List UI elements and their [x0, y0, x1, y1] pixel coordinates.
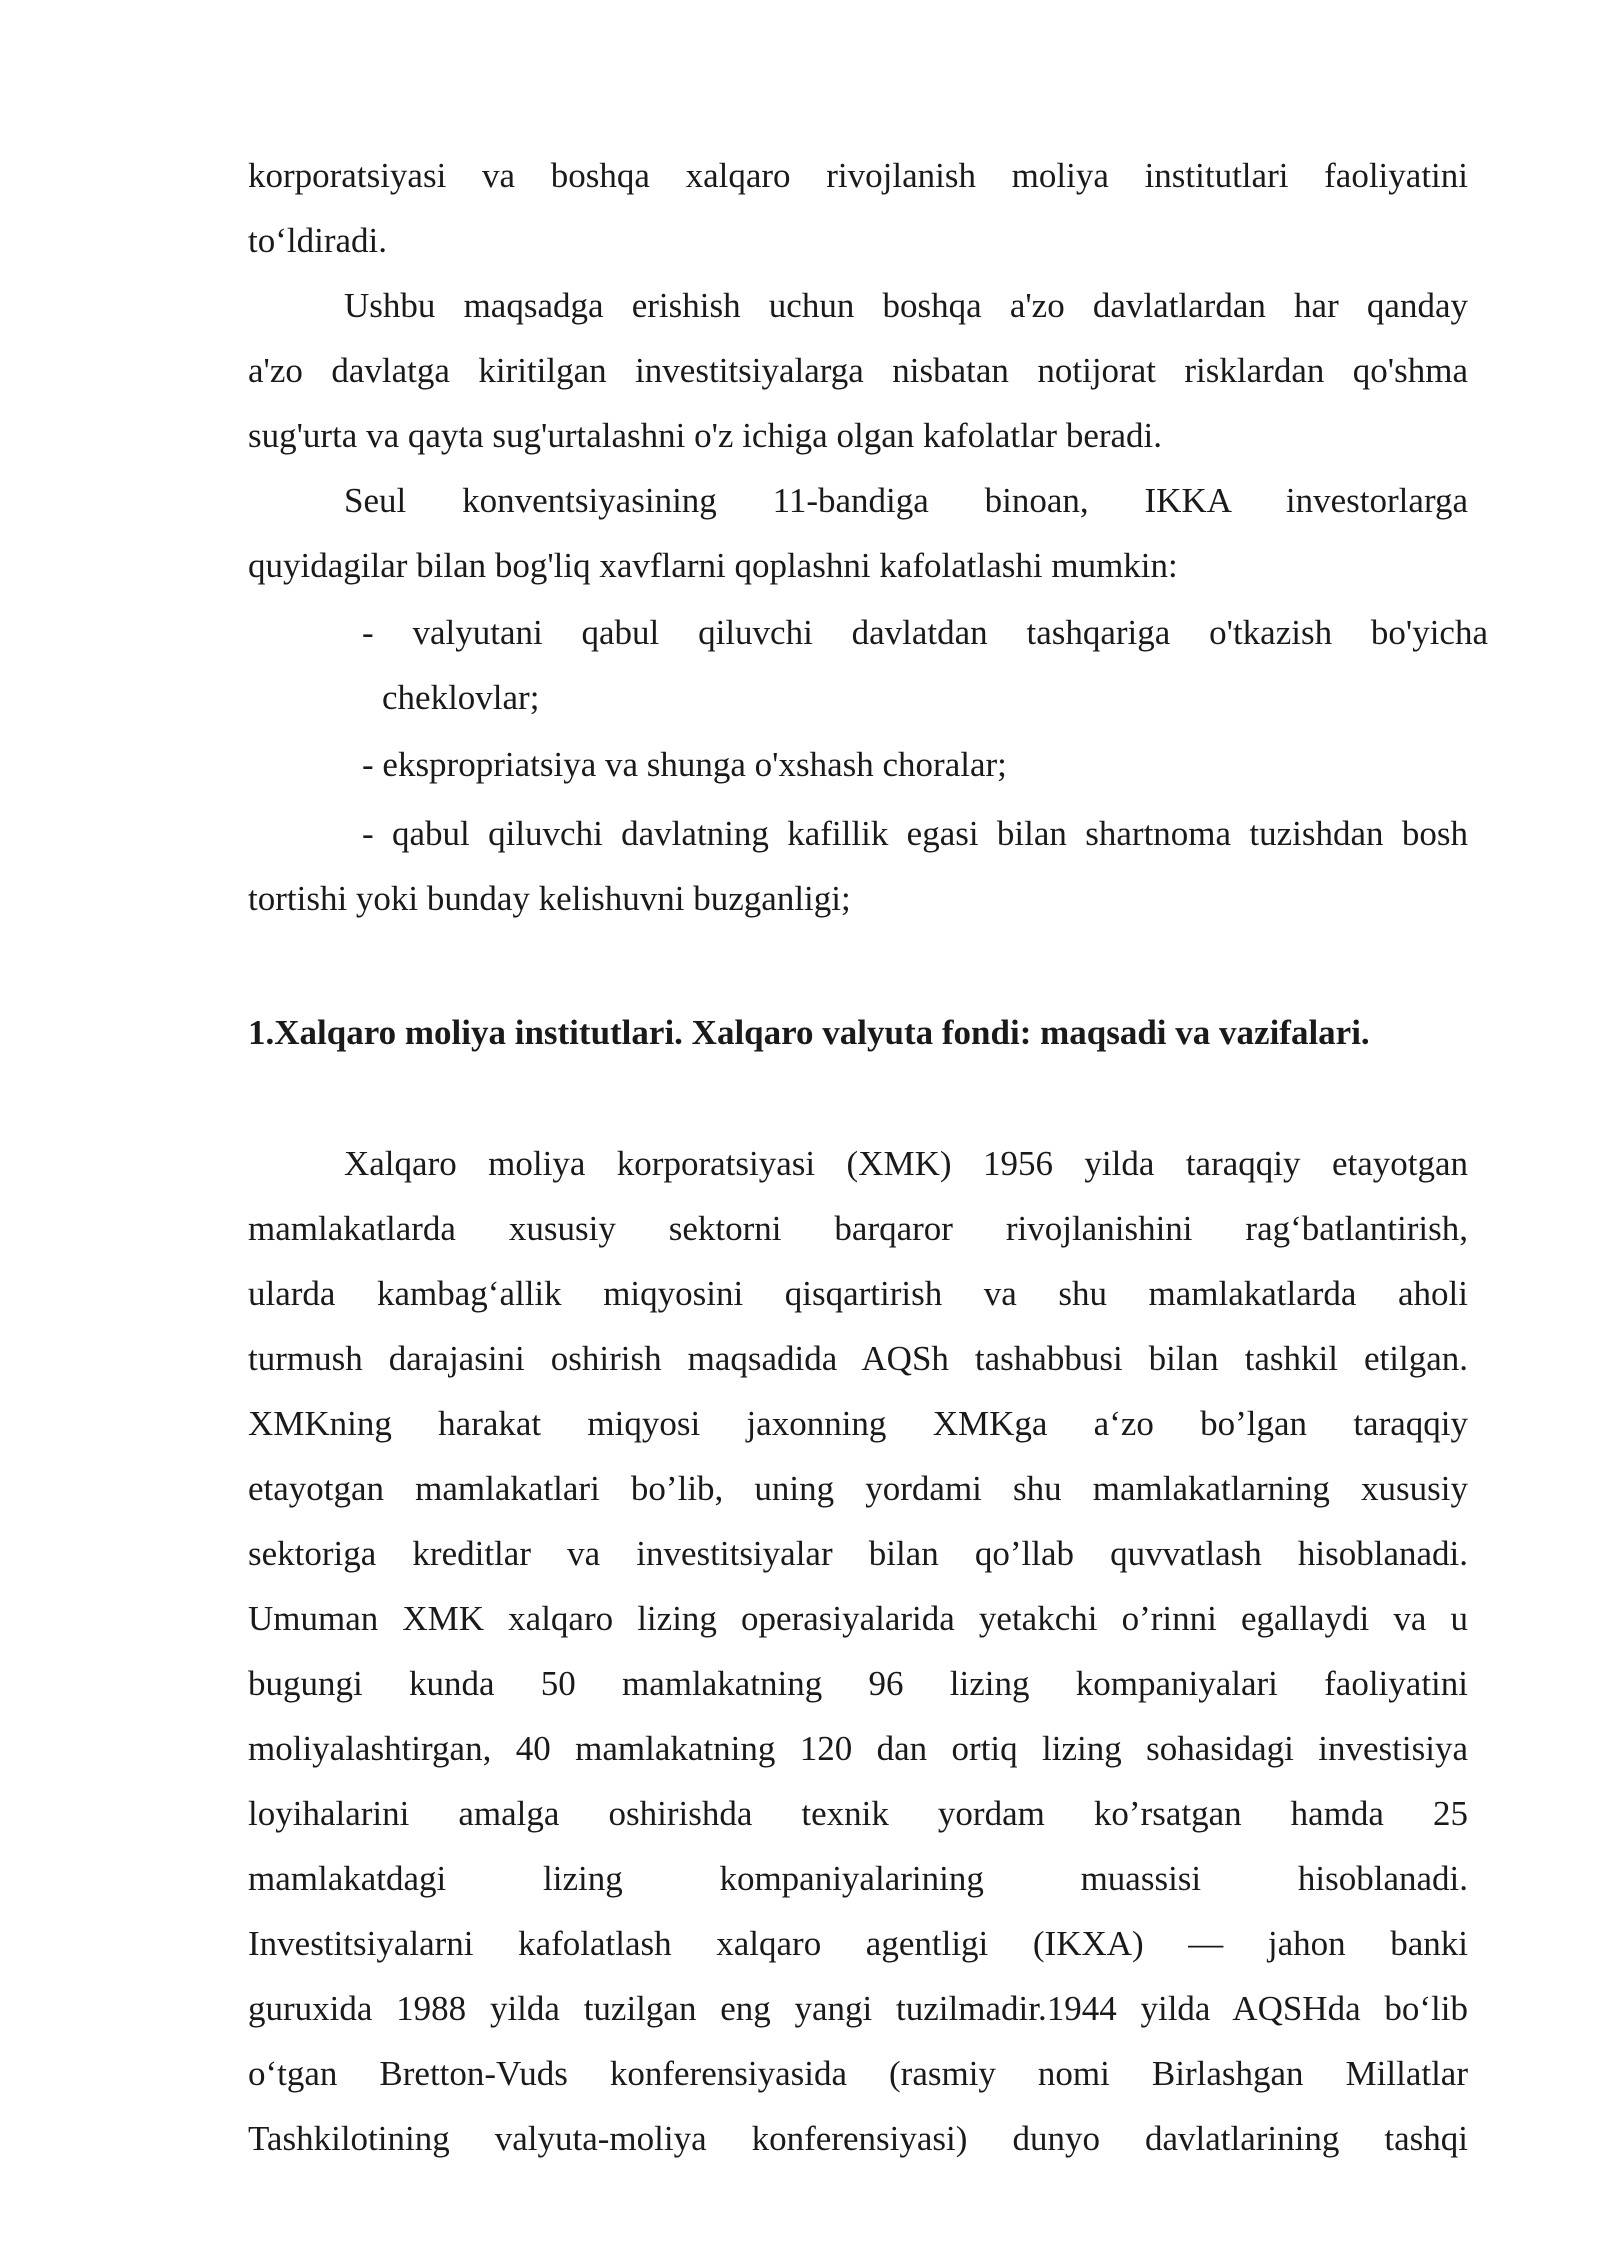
- body-line: mamlakatlarda xususiy sektorni barqaror rivojlanishini rag‘batlantirish,: [248, 1209, 1468, 1248]
- body-line: bugungi kunda 50 mamlakatning 96 lizing kompaniyalari faoliyatini: [248, 1664, 1468, 1703]
- paragraph-line: sug'urta va qayta sug'urtalashni o'z ichiga olgan kafolatlar beradi.: [248, 416, 1163, 455]
- body-line: o‘tgan Bretton-Vuds konferensiyasida (rasmiy nomi Birlashgan Millatlar: [248, 2054, 1468, 2093]
- body-line: etayotgan mamlakatlari bo’lib, uning yordami shu mamlakatlarning xususiy: [248, 1469, 1468, 1508]
- body-line: Investitsiyalarni kafolatlash xalqaro agentligi (IKXA) — jahon banki: [248, 1924, 1468, 1963]
- body-line: Tashkilotining valyuta-moliya konferensiyasi) dunyo davlatlarining tashqi: [248, 2119, 1468, 2158]
- intro-line: korporatsiyasi va boshqa xalqaro rivojlanish moliya institutlari faoliyatini: [248, 156, 1468, 195]
- intro-line: to‘ldiradi.: [248, 221, 387, 260]
- list-item-continuation: cheklovlar;: [382, 678, 540, 717]
- list-item: - ekspropriatsiya va shunga o'xshash choralar;: [362, 745, 1007, 784]
- body-line: Xalqaro moliya korporatsiyasi (XMK) 1956 yilda taraqqiy etayotgan: [344, 1144, 1468, 1183]
- body-line: Umuman XMK xalqaro lizing operasiyalarida yetakchi o’rinni egallaydi va u: [248, 1599, 1468, 1638]
- list-item: - valyutani qabul qiluvchi davlatdan tashqariga o'tkazish bo'yicha: [362, 613, 1488, 652]
- body-line: ularda kambag‘allik miqyosini qisqartirish va shu mamlakatlarda aholi: [248, 1274, 1468, 1313]
- body-line: turmush darajasini oshirish maqsadida AQSh tashabbusi bilan tashkil etilgan.: [248, 1339, 1468, 1378]
- paragraph-line: a'zo davlatga kiritilgan investitsiyalarga nisbatan notijorat risklardan qo'shma: [248, 351, 1468, 390]
- body-line: mamlakatdagi lizing kompaniyalarining muassisi hisoblanadi.: [248, 1859, 1468, 1898]
- body-line: guruxida 1988 yilda tuzilgan eng yangi tuzilmadir.1944 yilda AQSHda bo‘lib: [248, 1989, 1468, 2028]
- body-line: sektoriga kreditlar va investitsiyalar bilan qo’llab quvvatlash hisoblanadi.: [248, 1534, 1468, 1573]
- paragraph-line: quyidagilar bilan bog'liq xavflarni qoplashni kafolatlashi mumkin:: [248, 546, 1178, 585]
- body-line: XMKning harakat miqyosi jaxonning XMKga a‘zo bo’lgan taraqqiy: [248, 1404, 1468, 1443]
- section-heading: 1.Xalqaro moliya institutlari. Xalqaro valyuta fondi: maqsadi va vazifalari.: [248, 1013, 1370, 1052]
- list-item: - qabul qiluvchi davlatning kafillik egasi bilan shartnoma tuzishdan bosh: [362, 814, 1468, 853]
- paragraph-line: Seul konventsiyasining 11-bandiga binoan, IKKA investorlarga: [344, 481, 1468, 520]
- list-item-continuation: tortishi yoki bunday kelishuvni buzganligi;: [248, 879, 851, 918]
- body-line: loyihalarini amalga oshirishda texnik yordam ko’rsatgan hamda 25: [248, 1794, 1468, 1833]
- paragraph-line: Ushbu maqsadga erishish uchun boshqa a'zo davlatlardan har qanday: [344, 286, 1468, 325]
- body-line: moliyalashtirgan, 40 mamlakatning 120 dan ortiq lizing sohasidagi investisiya: [248, 1729, 1468, 1768]
